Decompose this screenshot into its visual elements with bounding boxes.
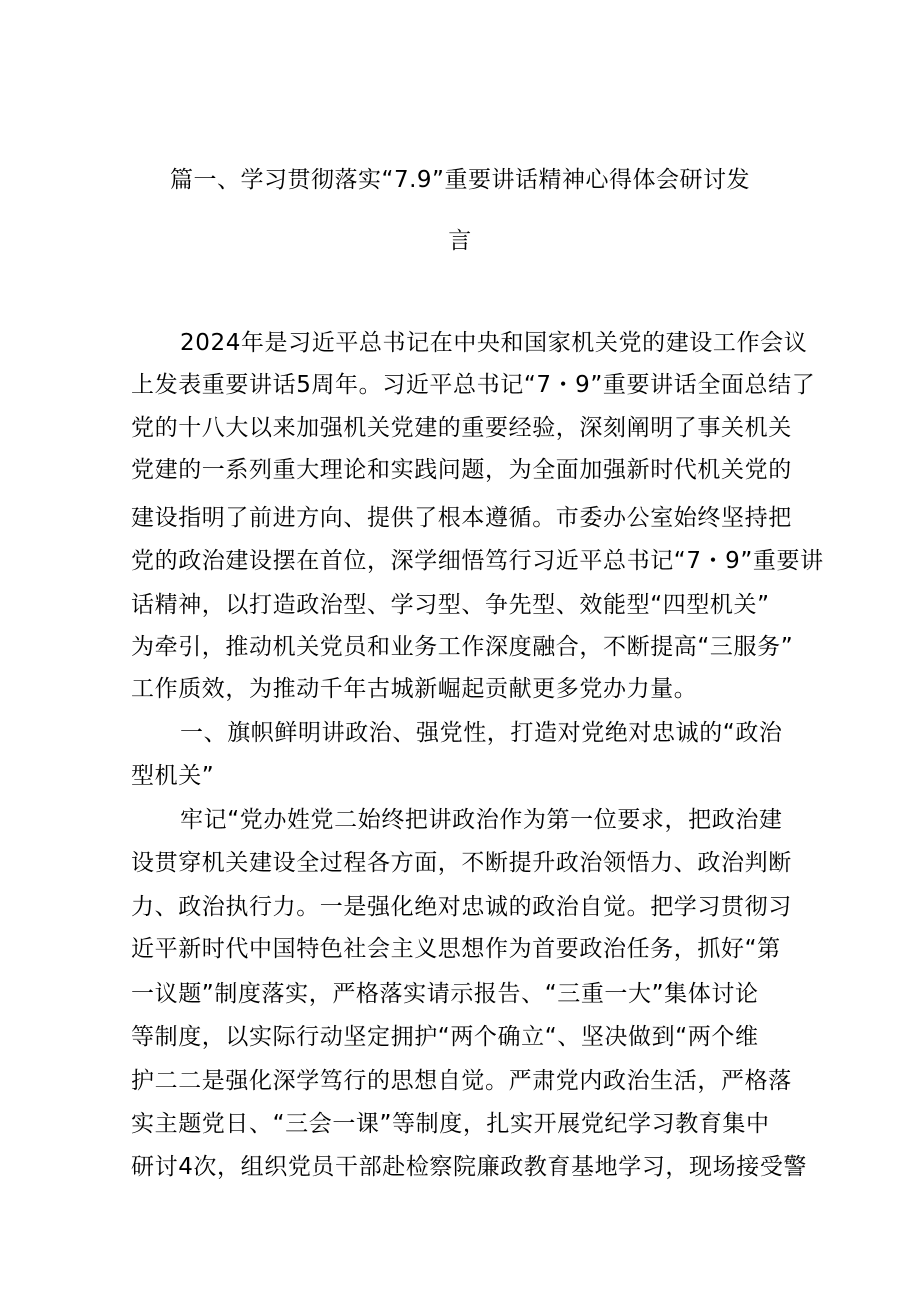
paragraph-line: 上发表重要讲话5周年。习近平总书记“7・9”重要讲话全面总结了 [131,372,816,398]
paragraph-line: 建设指明了前进方向、提供了根本遵循。市委办公室始终坚持把 [131,505,792,531]
paragraph-line: 牢记“党办姓党二始终把讲政治作为第一位要求，把政治建 [180,807,783,833]
paragraph-line: 党的十八大以来加强机关党建的重要经验，深刻阐明了事关机关 [131,415,792,441]
paragraph-line: 设贯穿机关建设全过程各方面，不断提升政治领悟力、政治判断 [131,850,792,876]
paragraph-line: 实主题党日、“三会一课”等制度，扎实开展党纪学习教育集中 [131,1111,770,1137]
paragraph-line: 护二二是强化深学笃行的思想自觉。严肃党内政治生活，严格落 [131,1068,792,1094]
paragraph-line: 等制度，以实际行动坚定拥护“两个确立“、坚决做到“两个维 [131,1024,759,1050]
section-heading-line: 型机关” [131,763,215,789]
section-heading-line: 一、旗帜鲜明讲政治、强党性，打造对党绝对忠诚的“政治 [180,720,783,746]
paragraph-line: 为牵引，推动机关党员和业务工作深度融合，不断提高“三服务” [131,634,794,660]
paragraph-line: 工作质效，为推动千年古城新崛起贡献更多党办力量。 [131,676,698,702]
paragraph-line: 近平新时代中国特色社会主义思想作为首要政治任务，抓好“第 [131,936,781,962]
paragraph-line: 2024年是习近平总书记在中央和国家机关党的建设工作会议 [180,330,808,356]
paragraph-line: 党的政治建设摆在首位，深学细悟笃行习近平总书记“7・9”重要讲 [131,548,824,574]
paragraph-line: 话精神，以打造政治型、学习型、争先型、效能型“四型机关” [131,592,770,618]
document-title-line-2: 言 [448,228,472,254]
paragraph-line: 研讨4次，组织党员干部赴检察院廉政教育基地学习，现场接受警 [131,1154,808,1180]
document-title-line-1: 篇一、学习贯彻落实“7.9”重要讲话精神心得体会研讨发 [170,167,750,193]
paragraph-line: 力、政治执行力。一是强化绝对忠诚的政治自觉。把学习贯彻习 [131,894,792,920]
paragraph-line: 一议题”制度落实，严格落实请示报告、“三重一大”集体讨论 [131,981,759,1007]
paragraph-line: 党建的一系列重大理论和实践问题，为全面加强新时代机关党的 [131,457,792,483]
